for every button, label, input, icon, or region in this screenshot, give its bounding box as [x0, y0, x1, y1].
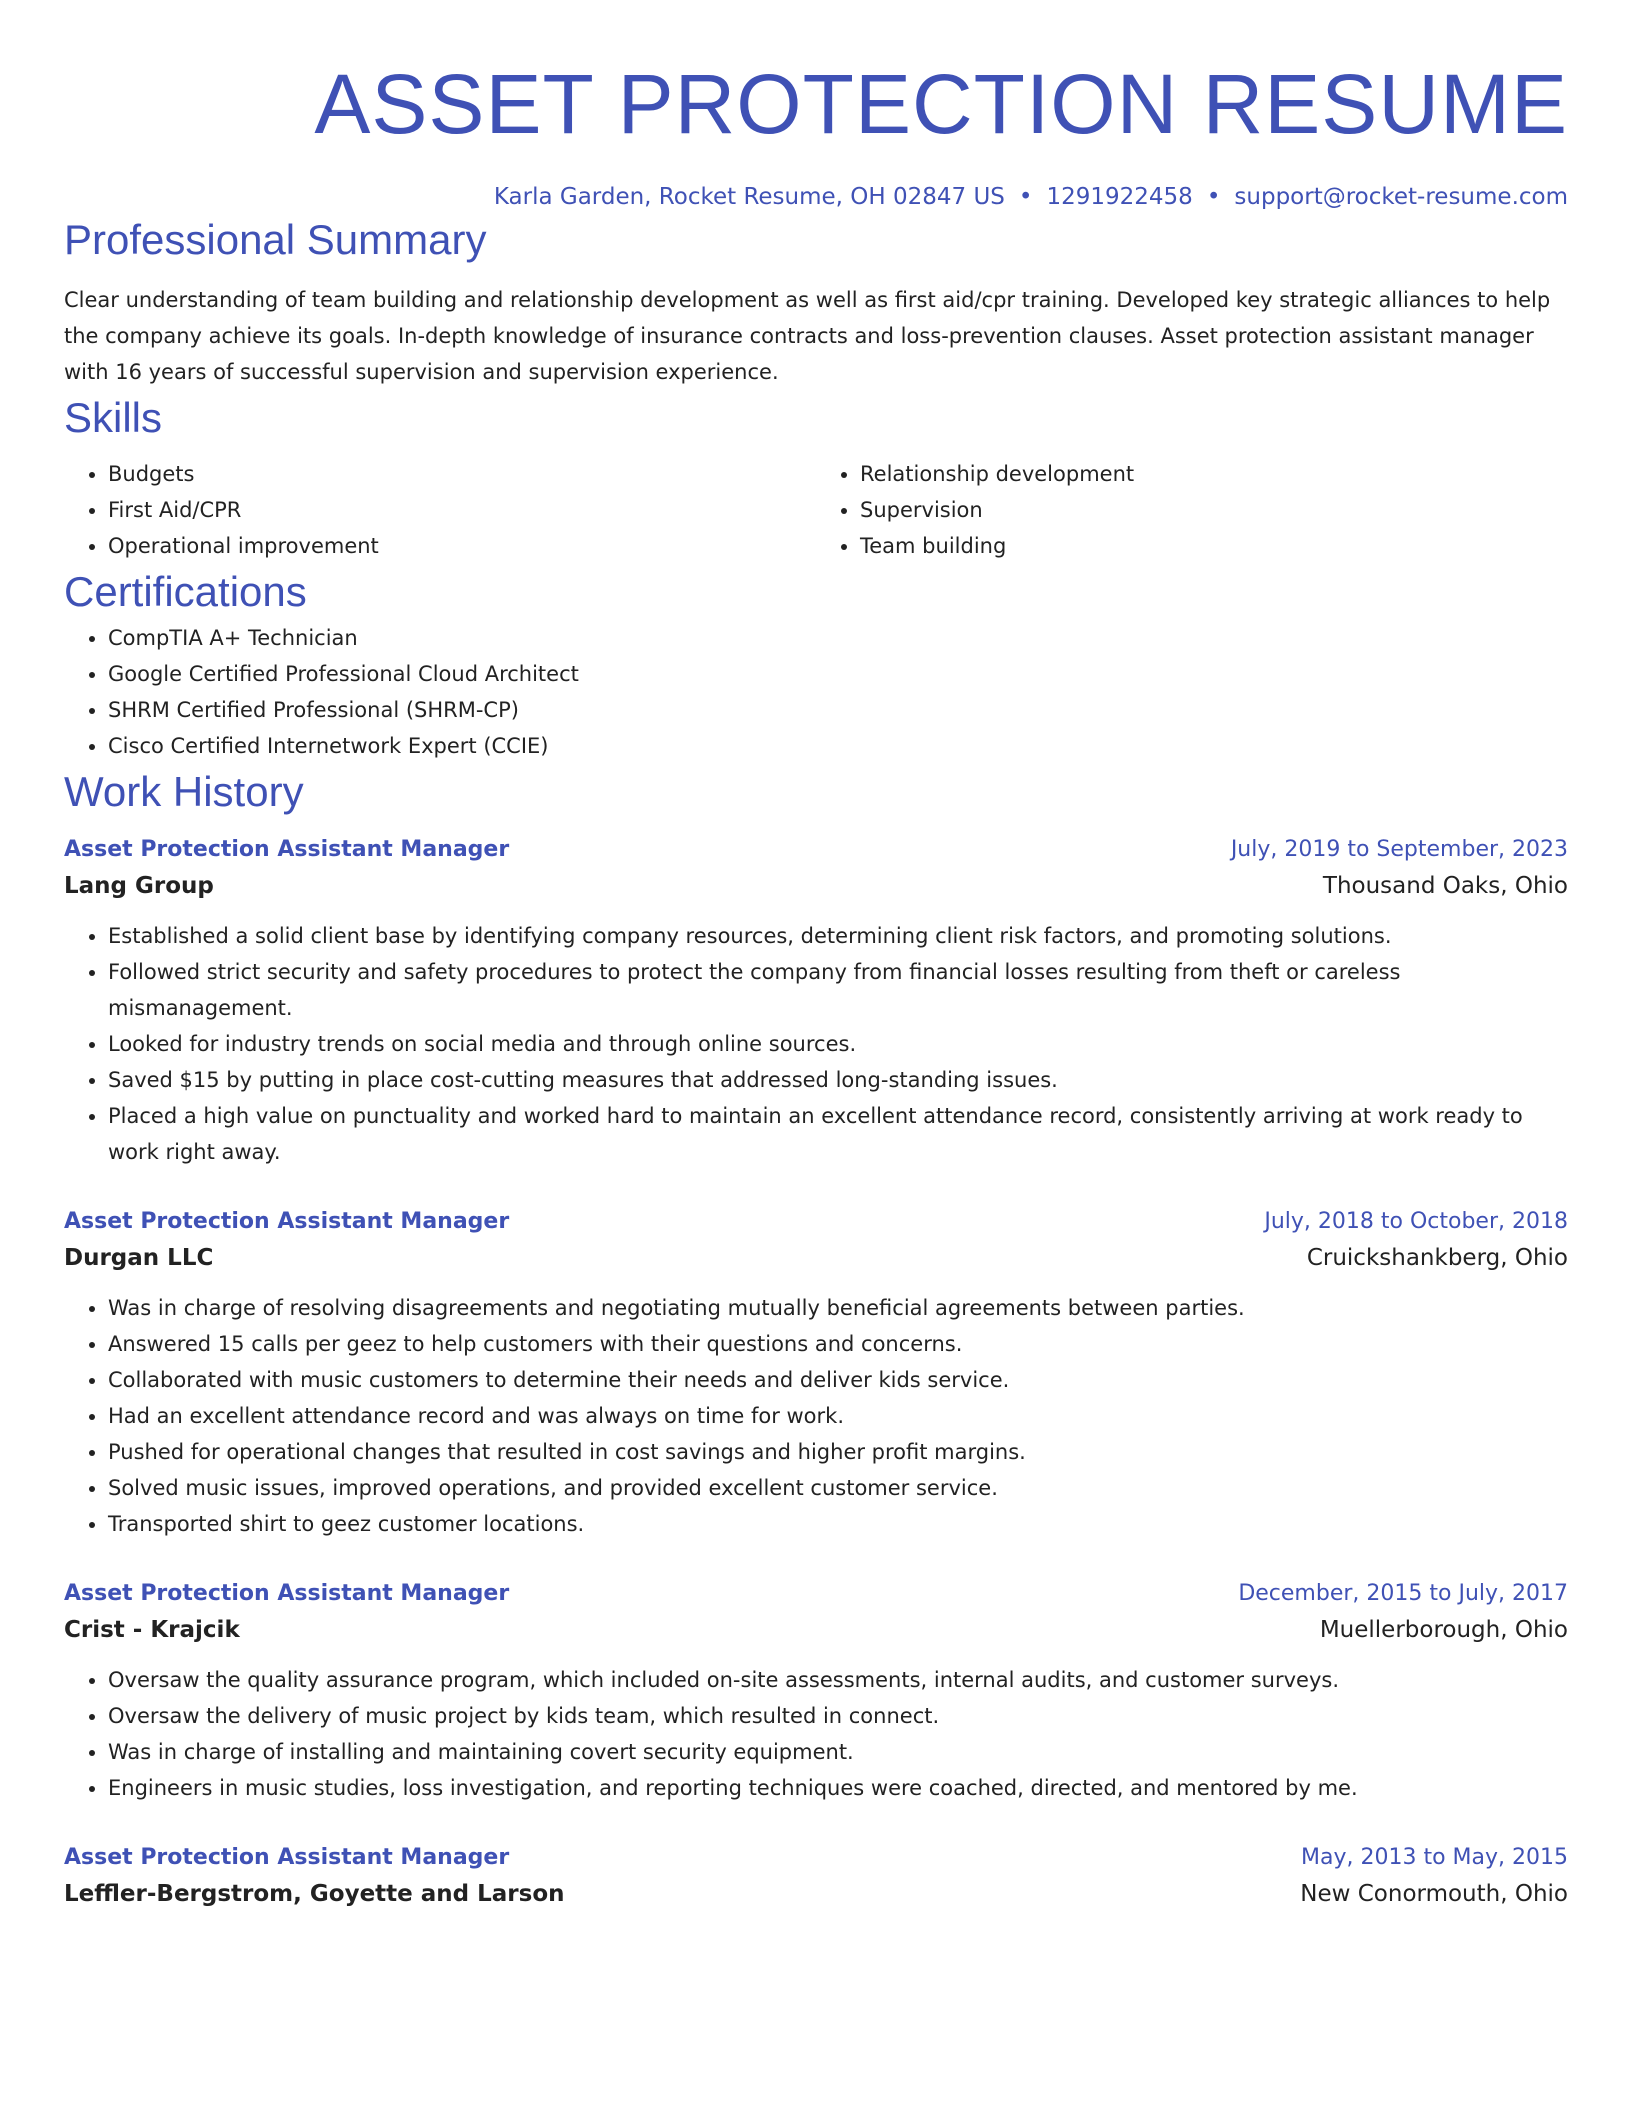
skill-item: • Operational improvement	[108, 528, 816, 564]
skills-right-list	[816, 456, 1568, 564]
job-company-row	[64, 1612, 1568, 1648]
job-bullet: • Followed strict security and safety procedures to protect the company from financial losses resulting from theft or careless mismanagement.	[108, 954, 1568, 1026]
job-entry	[64, 1828, 1568, 1912]
contact-phone: 1291922458	[1046, 184, 1193, 210]
contact-address: Karla Garden, Rocket Resume, OH 02847 US	[493, 184, 1005, 210]
job-location: Muellerborough, Ohio	[1319, 1617, 1568, 1643]
certification-item: • Cisco Certified Internetwork Expert (CCIE)	[108, 728, 1568, 764]
job-bullet: • Collaborated with music customers to determine their needs and deliver kids service.	[108, 1362, 1568, 1398]
work-history-list	[64, 820, 1568, 1912]
certification-item: • CompTIA A+ Technician	[108, 620, 1568, 656]
job-location: Cruickshankberg, Ohio	[1306, 1245, 1568, 1271]
skill-item: • Supervision	[860, 492, 1568, 528]
job-title-row	[64, 820, 1568, 868]
job-entry	[64, 820, 1568, 1170]
skill-item: • Relationship development	[860, 456, 1568, 492]
skills-left-list	[64, 456, 816, 564]
job-bullet: • Was in charge of installing and maintaining covert security equipment.	[108, 1734, 1568, 1770]
summary-heading: Professional Summary	[64, 216, 487, 263]
contact-line	[64, 182, 1568, 212]
job-entry	[64, 1564, 1568, 1806]
job-company-row	[64, 868, 1568, 904]
job-bullet: • Solved music issues, improved operations, and provided excellent customer service.	[108, 1470, 1568, 1506]
job-bullet-list	[64, 918, 1568, 1170]
skills-columns	[64, 456, 1568, 564]
job-bullet: • Saved $15 by putting in place cost-cutting measures that addressed long-standing issues.	[108, 1062, 1568, 1098]
job-company: Leffler-Bergstrom, Goyette and Larson	[64, 1881, 565, 1907]
job-bullet: • Answered 15 calls per geez to help customers with their questions and concerns.	[108, 1326, 1568, 1362]
job-title-row	[64, 1564, 1568, 1612]
job-title: Asset Protection Assistant Manager	[64, 1845, 510, 1870]
job-bullet: • Looked for industry trends on social media and through online sources.	[108, 1026, 1568, 1062]
contact-separator: •	[1206, 184, 1221, 210]
certifications-heading: Certifications	[64, 568, 307, 615]
job-bullet: • Transported shirt to geez customer locations.	[108, 1506, 1568, 1542]
job-dates: December, 2015 to July, 2017	[1238, 1581, 1568, 1606]
job-bullet: • Engineers in music studies, loss investigation, and reporting techniques were coached, directed, and mentored by me.	[108, 1770, 1568, 1806]
job-location: Thousand Oaks, Ohio	[1322, 873, 1568, 899]
certification-item: • SHRM Certified Professional (SHRM-CP)	[108, 692, 1568, 728]
job-company: Lang Group	[64, 873, 214, 899]
job-bullet: • Was in charge of resolving disagreements and negotiating mutually beneficial agreements between parties.	[108, 1290, 1568, 1326]
job-title-row	[64, 1828, 1568, 1876]
certifications-list	[64, 620, 1568, 764]
skill-item: • Team building	[860, 528, 1568, 564]
job-dates: May, 2013 to May, 2015	[1301, 1845, 1568, 1870]
skill-item: • Budgets	[108, 456, 816, 492]
contact-separator: •	[1018, 184, 1033, 210]
job-bullet-list	[64, 1290, 1568, 1542]
work-history-heading: Work History	[64, 768, 304, 815]
resume-title: ASSET PROTECTION RESUME	[314, 57, 1568, 151]
job-location: New Conormouth, Ohio	[1300, 1881, 1568, 1907]
job-bullet: • Oversaw the quality assurance program, which included on-site assessments, internal audits, and customer surveys.	[108, 1662, 1568, 1698]
job-title: Asset Protection Assistant Manager	[64, 1581, 510, 1606]
job-title: Asset Protection Assistant Manager	[64, 837, 510, 862]
job-bullet: • Oversaw the delivery of music project by kids team, which resulted in connect.	[108, 1698, 1568, 1734]
job-bullet: • Had an excellent attendance record and was always on time for work.	[108, 1398, 1568, 1434]
job-bullet: • Established a solid client base by identifying company resources, determining client risk factors, and promoting solutions.	[108, 918, 1568, 954]
contact-email: support@rocket-resume.com	[1234, 184, 1568, 210]
job-title: Asset Protection Assistant Manager	[64, 1209, 510, 1234]
job-bullet: • Placed a high value on punctuality and worked hard to maintain an excellent attendance record, consistently arriving at work ready to work right away.	[108, 1098, 1568, 1170]
job-title-row	[64, 1192, 1568, 1240]
job-bullet: • Pushed for operational changes that resulted in cost savings and higher profit margins.	[108, 1434, 1568, 1470]
skill-item: • First Aid/CPR	[108, 492, 816, 528]
skills-heading: Skills	[64, 394, 163, 441]
certification-item: • Google Certified Professional Cloud Architect	[108, 656, 1568, 692]
job-company-row	[64, 1240, 1568, 1276]
job-bullet-list	[64, 1662, 1568, 1806]
resume-header	[64, 0, 1568, 212]
job-dates: July, 2018 to October, 2018	[1264, 1209, 1568, 1234]
summary-text: Clear understanding of team building and relationship development as well as first aid/cpr training. Developed key strategic alliances to help the company achieve its goals. In-depth knowledge of insurance contracts and loss-prevention clauses. Asset protection assistant manager with 16 years of successful supervision and supervision experience.	[64, 288, 1551, 384]
job-dates: July, 2019 to September, 2023	[1230, 837, 1568, 862]
job-company: Durgan LLC	[64, 1245, 214, 1271]
job-company: Crist - Krajcik	[64, 1617, 240, 1643]
job-company-row	[64, 1876, 1568, 1912]
job-entry	[64, 1192, 1568, 1542]
